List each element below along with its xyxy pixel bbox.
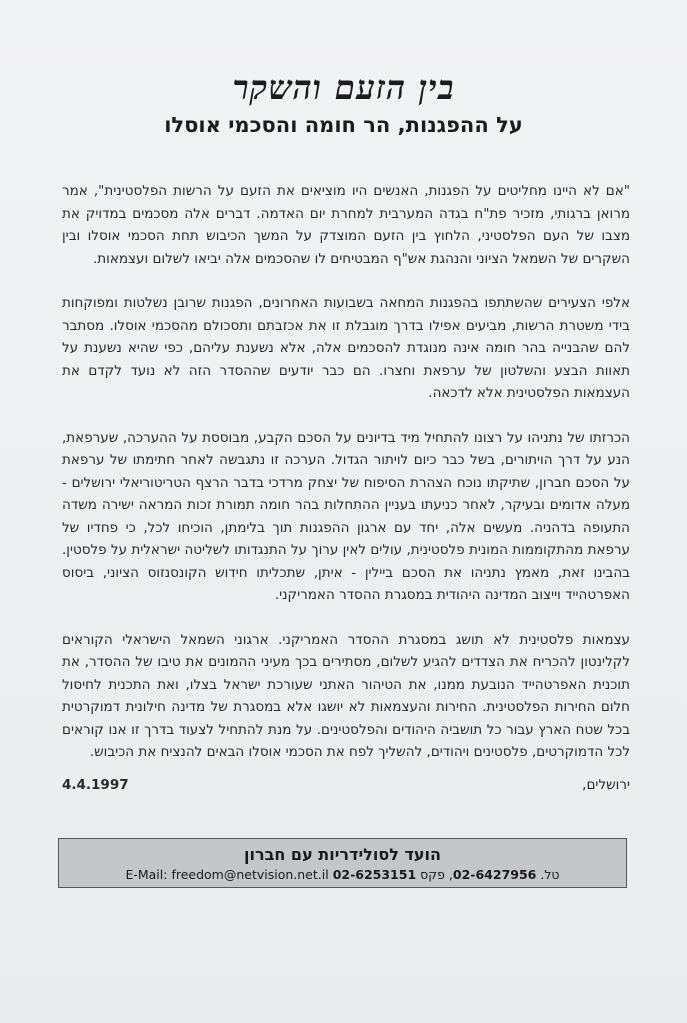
email-label: E-Mail: xyxy=(125,867,168,882)
email-group xyxy=(125,867,328,882)
page-title: בין הזעם והשקר xyxy=(232,68,455,107)
paragraph-2: אלפי הצעירים שהשתתפו בהפגנות המחאה בשבועות האחרונים, הפגנות שרובן נשלטות ומפוקחות בידי משטרת הרשות, מביעים אפילו בדרך מוגבלת זו את אכזבתם ותסכולם מהסכמי אוסלו. מסתבר להם שהבנייה בהר חומה אינה מנוגדת להסכמים אלה, אלא נשענת עליהם, כפי שהיא נשענת על תאוות הבצע והשלטון של ערפאת וחצרו. הם כבר יודעים שההסדר הזה לא נועד לקדם את העצמאות הפלסטינית אלא לדכאה. xyxy=(62,295,630,401)
signature-place: ירושלים, xyxy=(582,777,630,793)
fax-label: פקס xyxy=(420,867,445,882)
signature-date: 4.4.1997 xyxy=(62,777,129,793)
page-subtitle: על ההפגנות, הר חומה והסכמי אוסלו xyxy=(164,113,523,137)
contact-details: טל. 02-6427956, פקס 02-6253151 E-Mail: freedom@netvision.net.il xyxy=(125,867,560,882)
organization-name: הועד לסולידריות עם חברון xyxy=(243,845,442,864)
paragraph-4: עצמאות פלסטינית לא תושג במסגרת ההסדר האמריקני. ארגוני השמאל הישראלי הקוראים לקלינטון להכריח את הצדדים להגיע לשלום, מסתירים בכך מעיני ההמונים את טיבו של ההסדר, את תוכנית האפרטהייד הנובעת ממנו, את הטיהור האתני שעורכת ישראל בצלו, ואת התכנית לחיסול חלום החירות הפלסטינית. החירות והעצמאות לא יושגו אלא במסגרת של מדינה חילונית דמוקרטית בכל שטח הארץ עבור כל תושביה היהודים והפלסטינים. על מנת להתחיל לצעוד בדרך זו אנו קוראים לכל הדמוקרטים, פלסטינים ויהודים, להשליך לפח את הסכמי אוסלו הבאים להנציח את הכיבוש. xyxy=(62,631,630,760)
tel-label: טל. xyxy=(540,867,560,882)
paragraph-3: הכרזתו של נתניהו על רצונו להתחיל מיד בדיונים על הסכם הקבע, מבוססת על ההערכה, שערפאת, הנע על דרך הויתורים, בשל כבר כיום לויתור הגדול. הערכה זו נתגבשה לאחר חתימתו של ערפאת על הסכם חברון, שתיקתו נוכח הצהרת הסיפוח של יצחק מרדכי בדבר הרצף הטריטוריאלי ירושלים - מעלה אדומים ובעיקר, לאחר כניעתו בעניין ההתחלות בהר חומה תמורת זכות המראה ישירה משדה התעופה בדהניה. מעשים אלה, יחד עם ארגון ההפגנות תוך בלימתן, הוכיחו לכל, כי פחדיו של ערפאת מהתקוממות המונית פלסטינית, עולים לאין ערוך על התנגדותו לשליטה ישראלית על פלסטין. בהבינו זאת, מאמץ נתניהו את הסכם ביילין - איתן, שתכליתו חידוש הקונסנזוס הציוני, ביסוס האפרטהייד וייצוב המדינה היהודית במסגרת ההסדר האמריקני. xyxy=(62,429,630,603)
fax-number: 02-6253151 xyxy=(332,867,417,882)
article-body xyxy=(62,180,630,786)
email-address[interactable]: freedom@netvision.net.il xyxy=(171,867,329,882)
tel-number: 02-6427956 xyxy=(452,867,537,882)
paragraph-1: "אם לא היינו מחליטים על הפגנות, האנשים היו מוציאים את הזעם על הרשות הפלסטינית", אמר מרואן ברגותי, מזכיר פת"ח בגדה המערבית למחרת יום האדמה. דברים אלה מסכמים במדויק את מצבו של העם הפלסטיני, הלחוץ בין הזעם המוצדק על המשך הכיבוש תחת הסכמי אוסלו ובין השקרים של השמאל הציוני והנהגת אש"ף המבטיחים לו שהסכמים אלה יביאו לשלום ועצמאות. xyxy=(62,183,630,267)
contact-box xyxy=(58,838,627,888)
